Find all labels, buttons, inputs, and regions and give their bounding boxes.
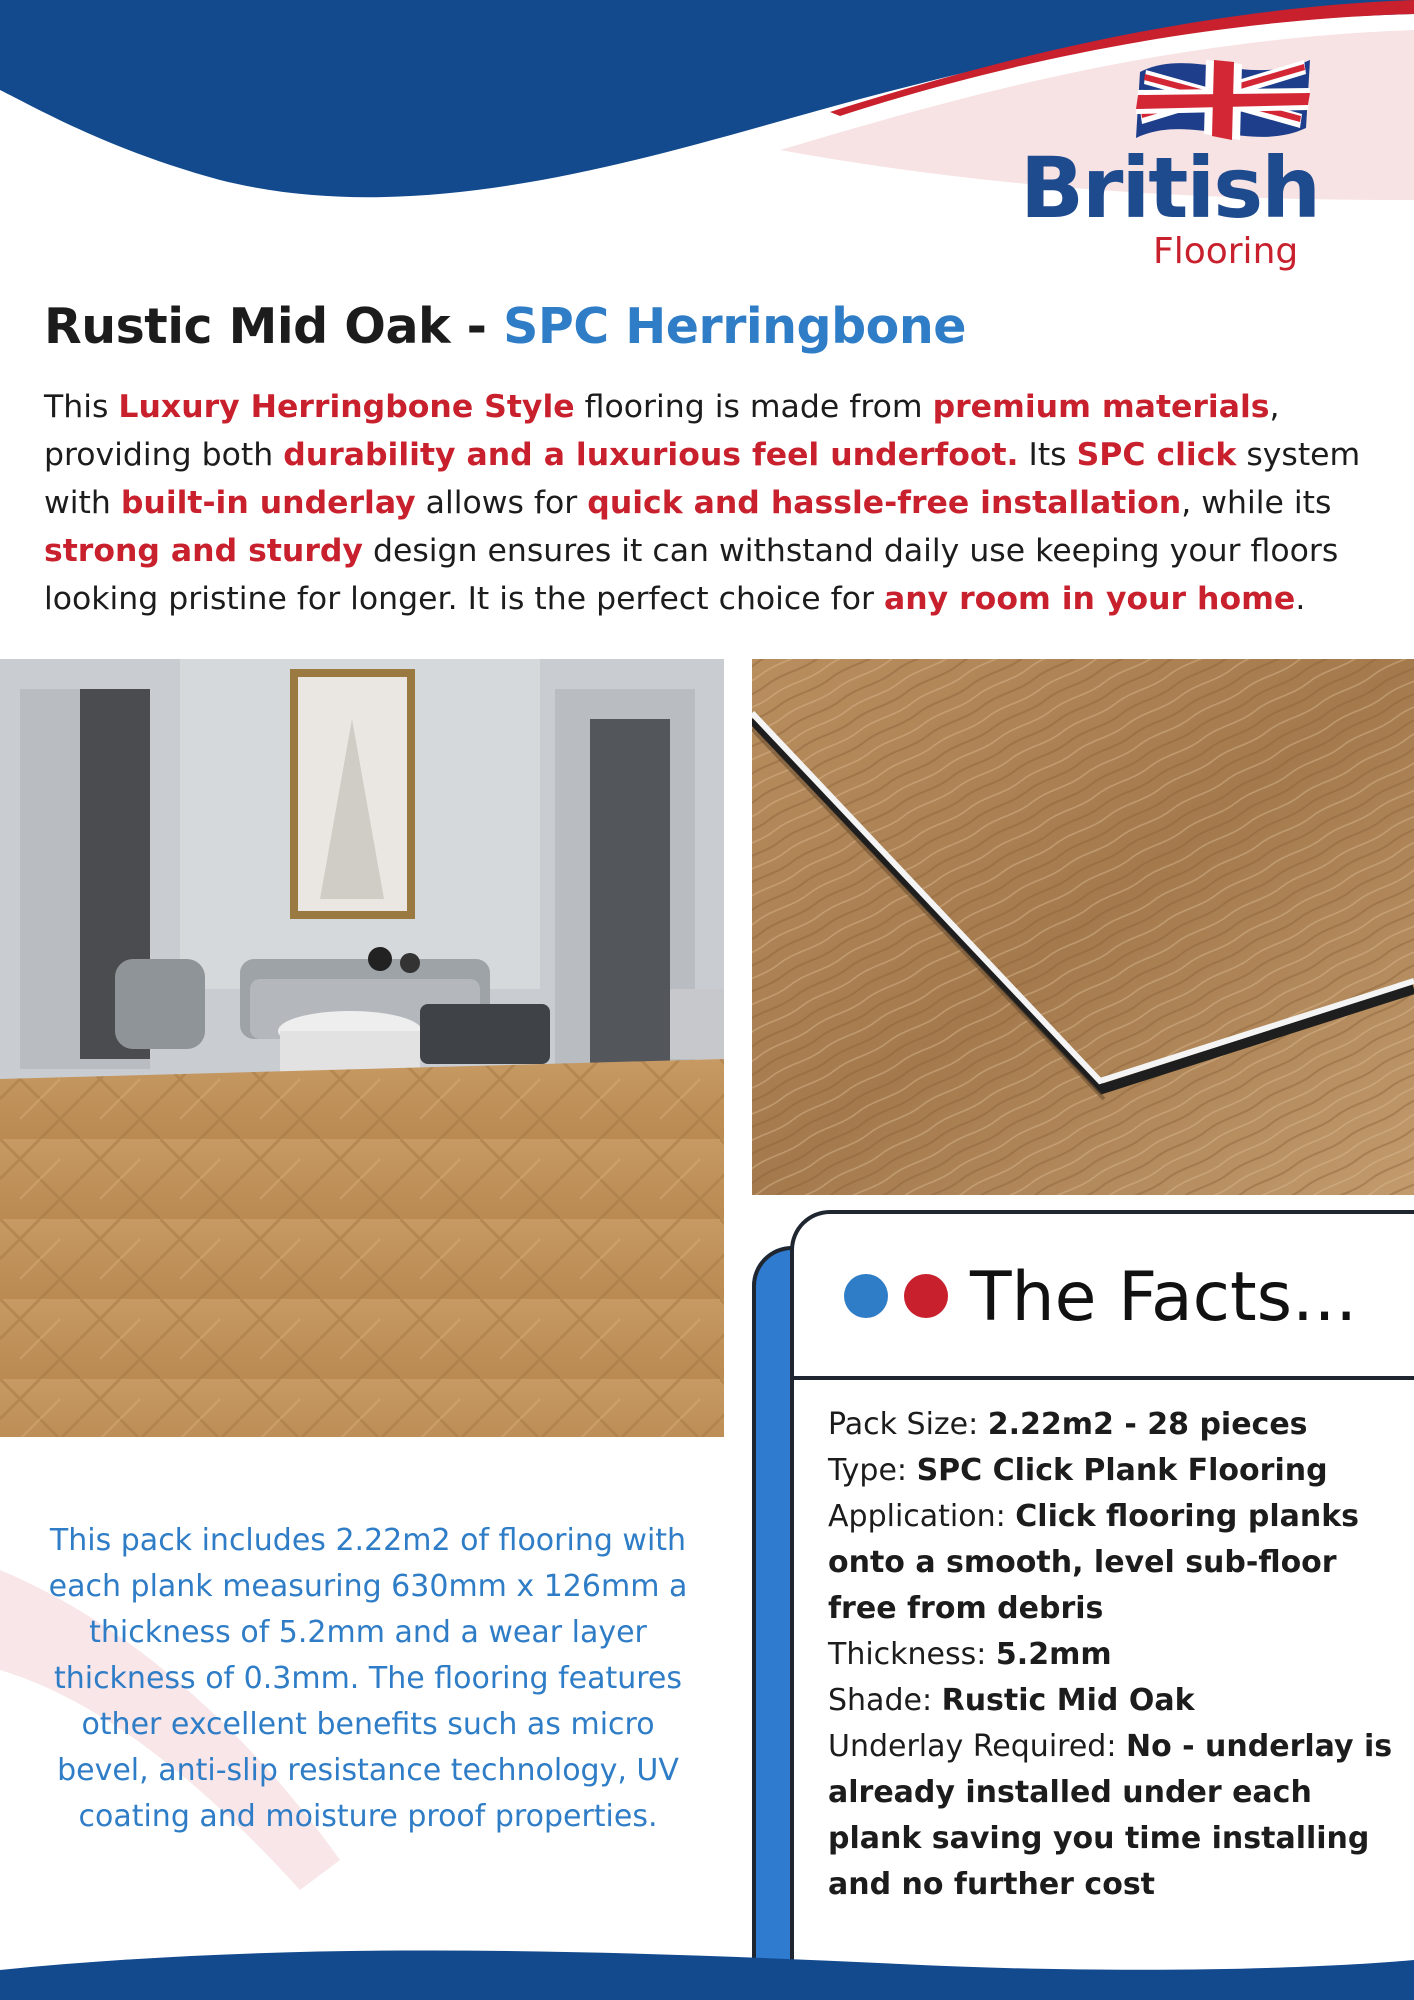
intro-paragraph: This Luxury Herringbone Style flooring is made from premium materials, providing both durability and a luxurious feel underfoot. Its SPC click system with built-in underlay allows for quick and hassle-free installation, while its strong and sturdy design ensures it can withstand daily use keeping your floors looking pristine for longer. It is the perfect choice for any room in your home.: [44, 389, 1361, 617]
footer-wave: [0, 1940, 1414, 2000]
facts-list: [828, 1402, 1398, 1908]
pack-description: This pack includes 2.22m2 of flooring with each plank measuring 630mm x 126mm a thickness of 5.2mm and a wear layer thickness of 0.3mm. The flooring features other excellent benefits such as micro bevel, anti-slip resistance technology, UV coating and moisture proof properties.: [48, 1523, 688, 1834]
facts-divider: [792, 1376, 1414, 1380]
fact-underlay: Underlay Required: No - underlay is already installed under each plank saving you time installing and no further cost: [828, 1729, 1393, 1902]
brand-logo: [1000, 50, 1330, 290]
facts-heading: The Facts...: [970, 1258, 1357, 1337]
plank-photo: [752, 659, 1414, 1195]
fact-application: Application: Click flooring planks onto a smooth, level sub-floor free from debris: [828, 1499, 1360, 1626]
room-photo: [0, 659, 724, 1437]
title-accent: SPC Herringbone: [503, 298, 966, 355]
fact-pack-size: Pack Size: 2.22m2 - 28 pieces: [828, 1407, 1308, 1442]
brand-name: British: [1020, 139, 1319, 237]
fact-shade: Shade: Rustic Mid Oak: [828, 1683, 1195, 1718]
page-title: [44, 292, 1344, 362]
union-flag-icon: [1130, 50, 1320, 146]
red-dot-icon: [904, 1274, 948, 1318]
brand-sub: Flooring: [1153, 231, 1299, 272]
blue-dot-icon: [844, 1274, 888, 1318]
title-main: Rustic Mid Oak -: [44, 298, 504, 355]
fact-type: Type: SPC Click Plank Flooring: [828, 1453, 1328, 1488]
fact-thickness: Thickness: 5.2mm: [828, 1637, 1112, 1672]
